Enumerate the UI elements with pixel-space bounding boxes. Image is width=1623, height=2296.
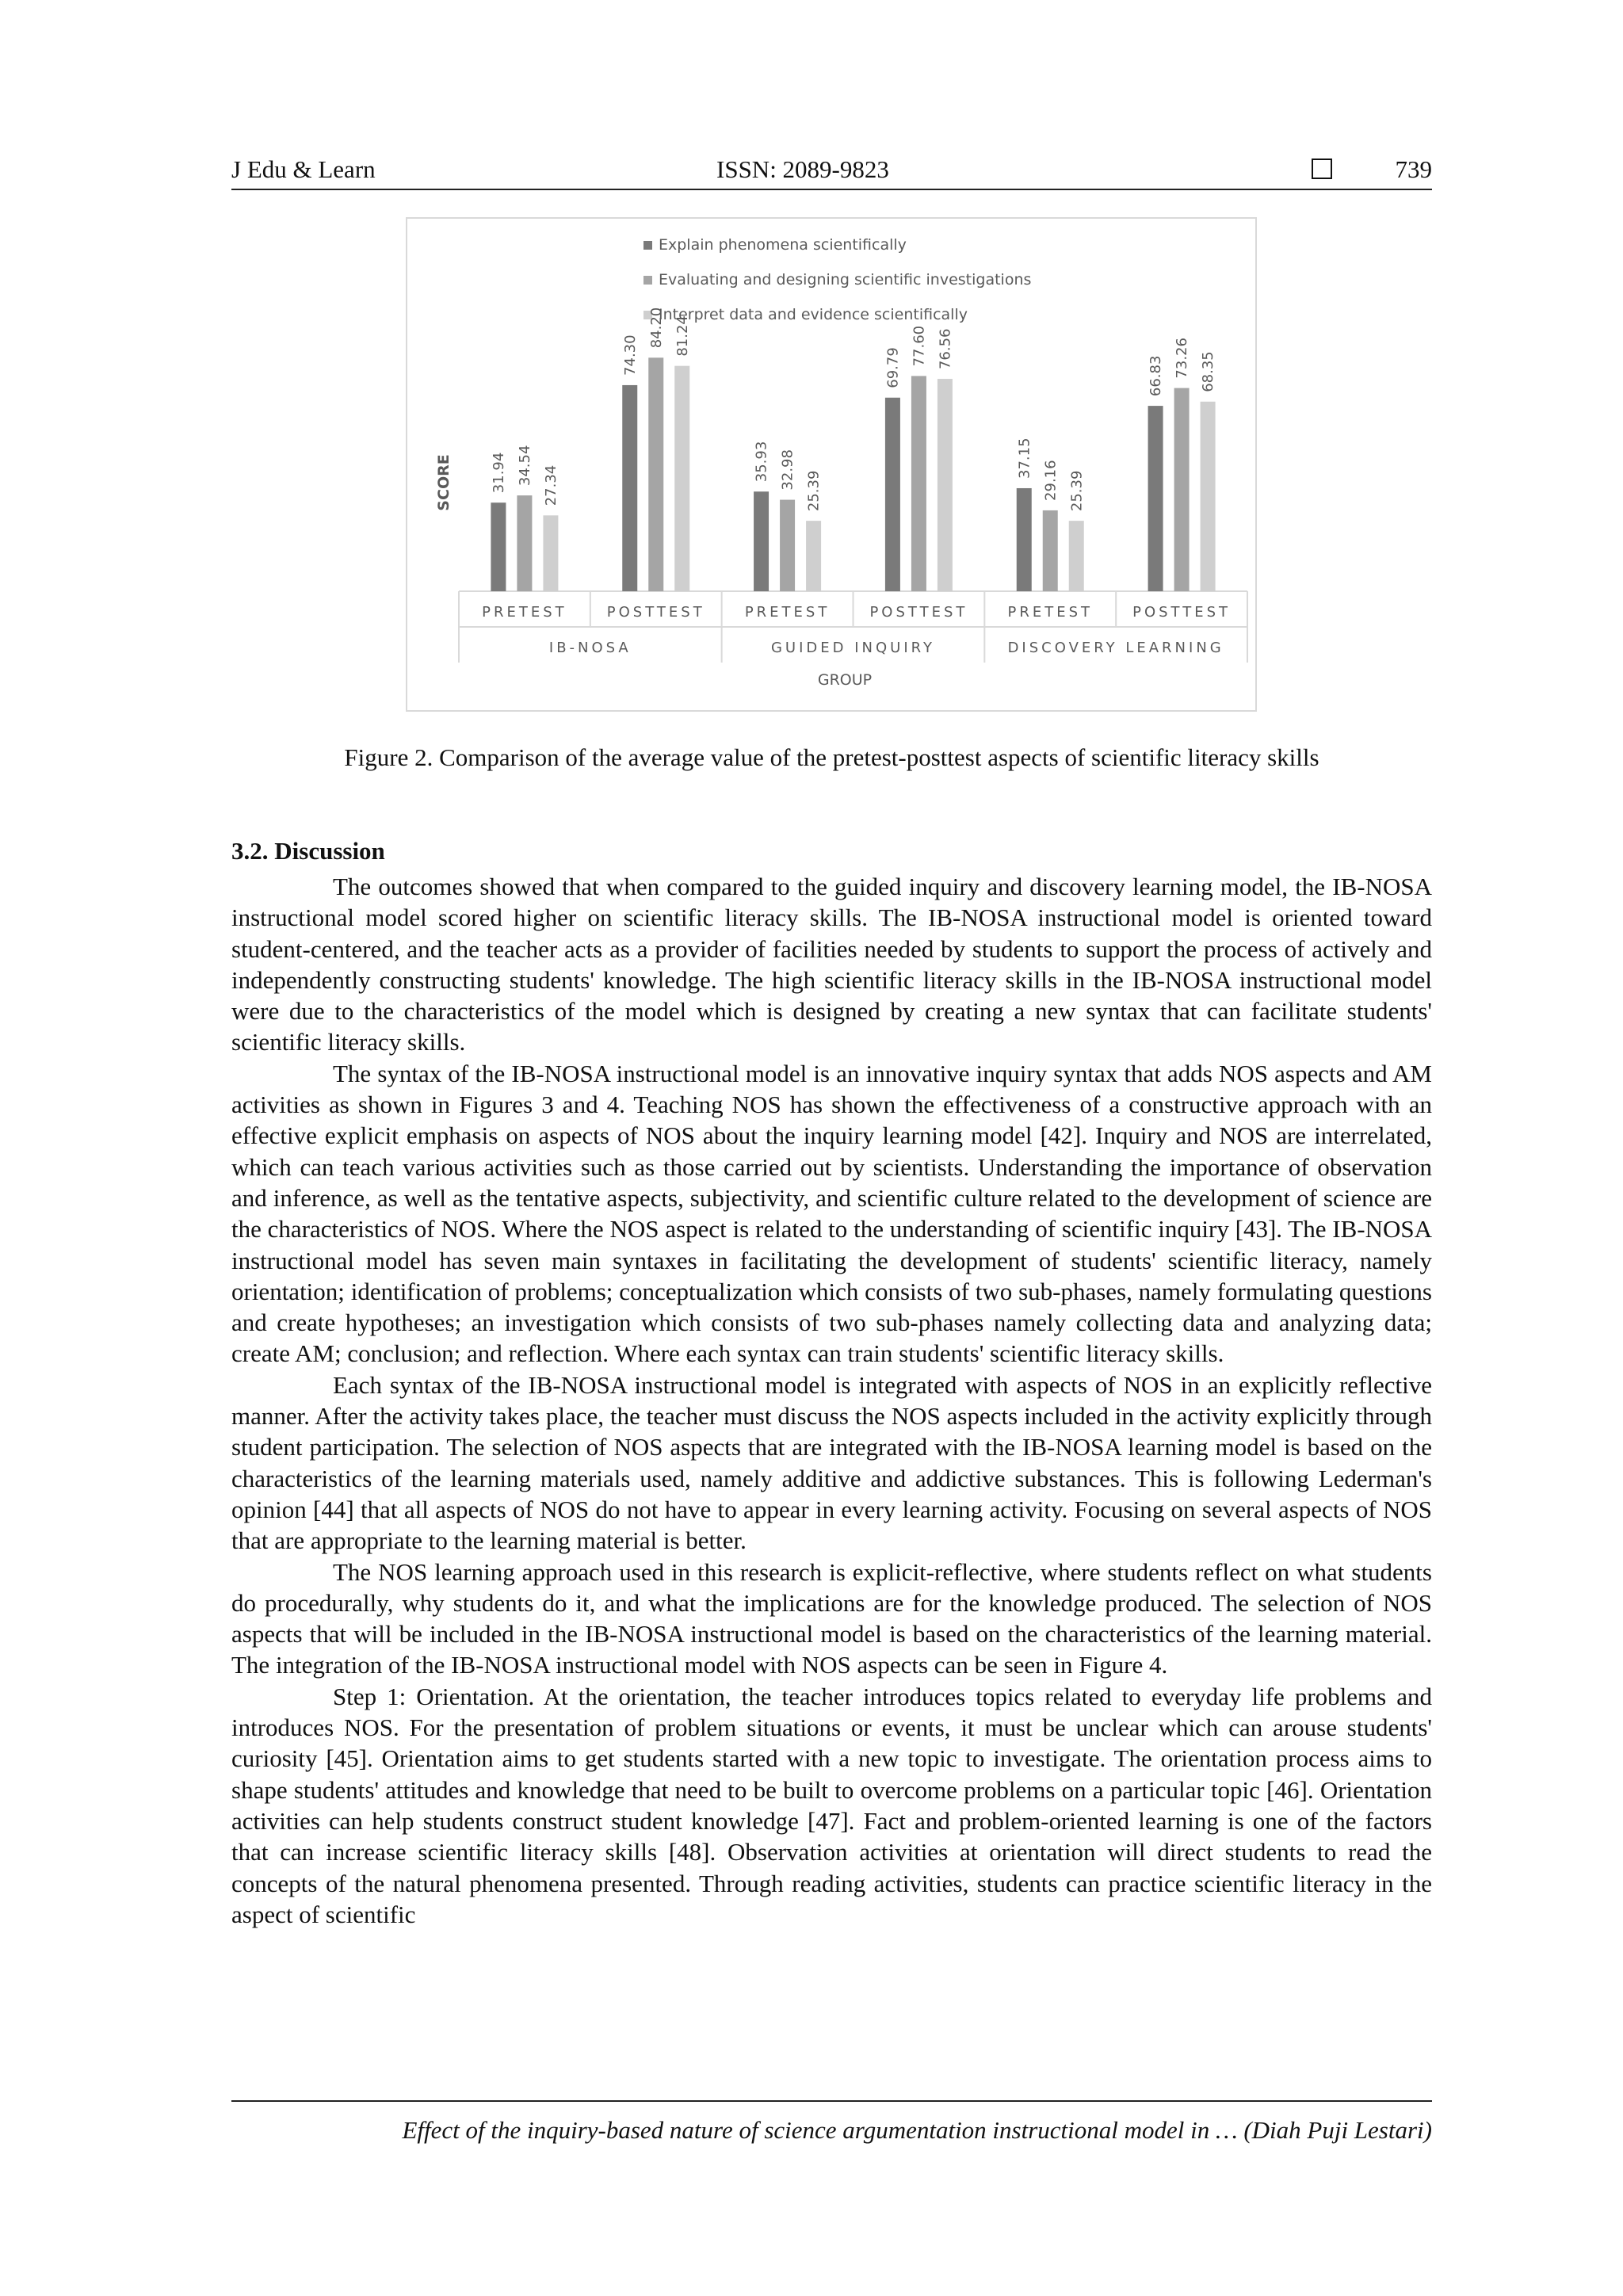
bar [648,357,663,591]
tick-label: POSTTEST [869,604,968,621]
legend-swatch [643,241,652,250]
box-bullet-icon [1312,159,1332,179]
figure-caption: Figure 2. Comparison of the average value of the pretest-posttest aspects of scientific literacy skills [344,743,1319,771]
paragraph: The outcomes showed that when compared to the guided inquiry and discovery learning model, the IB-NOSA instructional model scored higher on scientific literacy skills. The IB-NOSA instructional model is oriented toward student-centered, and the teacher acts as a provider of facilities needed by students to support the process of actively and independently constructing students' knowledge. The high scientific literacy skills in the IB-NOSA instructional model were due to the characteristics of the model which is designed by creating a new syntax that can facilitate students' scientific literacy skills. [231,873,1432,1056]
tick-label: POSTTEST [606,604,705,621]
bar [1174,388,1190,591]
group-label: GUIDED INQUIRY [770,640,936,656]
bar [1201,402,1216,591]
data-label: 34.54 [516,445,533,487]
bar [491,502,506,591]
figure-2-chart [406,217,1257,712]
paragraph: The NOS learning approach used in this research is explicit-reflective, where students reflect on what students do procedurally, why students do it, and what the implications are for the knowledge produced. The selection of NOS aspects that will be included in the IB-NOSA instructional model is based on the characteristics of the learning material. The integration of the IB-NOSA instructional model with NOS aspects can be seen in Figure 4. [231,1557,1432,1679]
tick-label: PRETEST [744,604,831,621]
tick-label: POSTTEST [1132,604,1232,621]
bar [1017,488,1032,591]
data-label: 69.79 [884,347,902,388]
bar [674,366,689,591]
data-label: 27.34 [542,464,559,506]
data-label: 37.15 [1016,437,1033,479]
data-label: 77.60 [911,325,928,367]
group-label: DISCOVERY LEARNING [1007,640,1224,656]
bar [1069,521,1084,591]
data-label: 68.35 [1200,351,1217,392]
paragraph: Step 1: Orientation. At the orientation, the teacher introduces topics related to everyday life problems and introduces NOS. For the presentation of problem situations or events, it must be unclear which can arouse students' curiosity [45]. Orientation aims to get students started with a new topic to investigate. The orientation process aims to shape students' attitudes and knowledge that need to be built to overcome problems on a particular topic [46]. Orientation activities can help students construct student knowledge [47]. Fact and problem-oriented learning is one of the factors that can increase scientific literacy skills [48]. Observation activities at orientation will direct students to read the concepts of the natural phenomena presented. Through reading activities, students can practice scientific literacy in the aspect of scientific [231,1682,1432,1928]
bar [622,385,637,591]
paragraph: Each syntax of the IB-NOSA instructional model is integrated with aspects of NOS in an explicitly reflective manner. After the activity takes place, the teacher must discuss the NOS aspects included in the activity explicitly through student participation. The selection of NOS aspects that are integrated with the IB-NOSA learning model is based on the characteristics of the learning materials used, namely additive and addictive substances. This is following Lederman's opinion [44] that all aspects of NOS do not have to appear in every learning activity. Focusing on several aspects of NOS that are appropriate to the learning material is better. [231,1370,1432,1555]
data-label: 73.26 [1174,338,1191,379]
data-label: 66.83 [1148,355,1165,397]
paragraph: The syntax of the IB-NOSA instructional model is an innovative inquiry syntax that adds NOS aspects and AM activities as shown in Figures 3 and 4. Teaching NOS has shown the effectiveness of a constructive approach with an effective explicit emphasis on aspects of NOS about the inquiry learning model [42]. Inquiry and NOS are interrelated, which can teach various activities such as those carried out by scientists. Understanding the importance of observation and inference, as well as the tentative aspects, subjectivity, and scientific culture related to the development of science are the characteristics of NOS. Where the NOS aspect is related to the understanding of scientific inquiry [43]. The IB-NOSA instructional model has seven main syntaxes in facilitating the development of students' scientific literacy, namely orientation; identification of problems; conceptualization which consists of two sub-phases, namely formulating questions and create hypotheses; an investigation which consists of two sub-phases namely collecting data and analyzing data; create AM; conclusion; and reflection. Where each syntax can train students' scientific literacy skills. [231,1059,1432,1368]
section-heading: 3.2. Discussion [231,837,385,865]
x-axis-label: GROUP [817,671,873,689]
data-label: 81.24 [674,315,691,357]
data-label: 76.56 [937,328,954,370]
data-label: 31.94 [490,452,507,494]
bar [517,495,532,591]
bar [754,491,769,591]
bar [1043,510,1058,591]
data-label: 29.16 [1042,460,1060,501]
bar [911,376,926,591]
bar [1148,406,1163,591]
group-label: IB-NOSA [548,640,632,656]
legend-label: Explain phenomena scientifically [659,236,907,254]
legend-label: Evaluating and designing scientific investigations [659,271,1032,288]
page-footer: Effect of the inquiry-based nature of science argumentation instructional model in … (Diah Puji Lestari) [231,2100,1432,2145]
bar [806,521,821,591]
bar [885,398,900,591]
data-label: 32.98 [779,449,796,491]
page-header [231,151,1432,190]
legend-label: Interpret data and evidence scientifically [659,306,968,323]
bar [938,379,953,591]
issn: ISSN: 2089-9823 [716,155,889,183]
data-label: 25.39 [1068,470,1086,512]
bar-chart [407,219,1255,710]
data-label: 25.39 [805,470,823,512]
data-label: 35.93 [753,441,770,483]
y-axis-label: SCORE [435,454,453,511]
legend-swatch [643,276,652,285]
data-label: 84.20 [647,307,665,349]
bar [543,515,558,591]
journal-name: J Edu & Learn [231,155,376,183]
data-label: 74.30 [621,334,639,376]
tick-label: PRETEST [482,604,567,621]
discussion-body [231,871,1432,1930]
tick-label: PRETEST [1007,604,1094,621]
bar [780,500,795,591]
page-number: 739 [1395,155,1432,183]
